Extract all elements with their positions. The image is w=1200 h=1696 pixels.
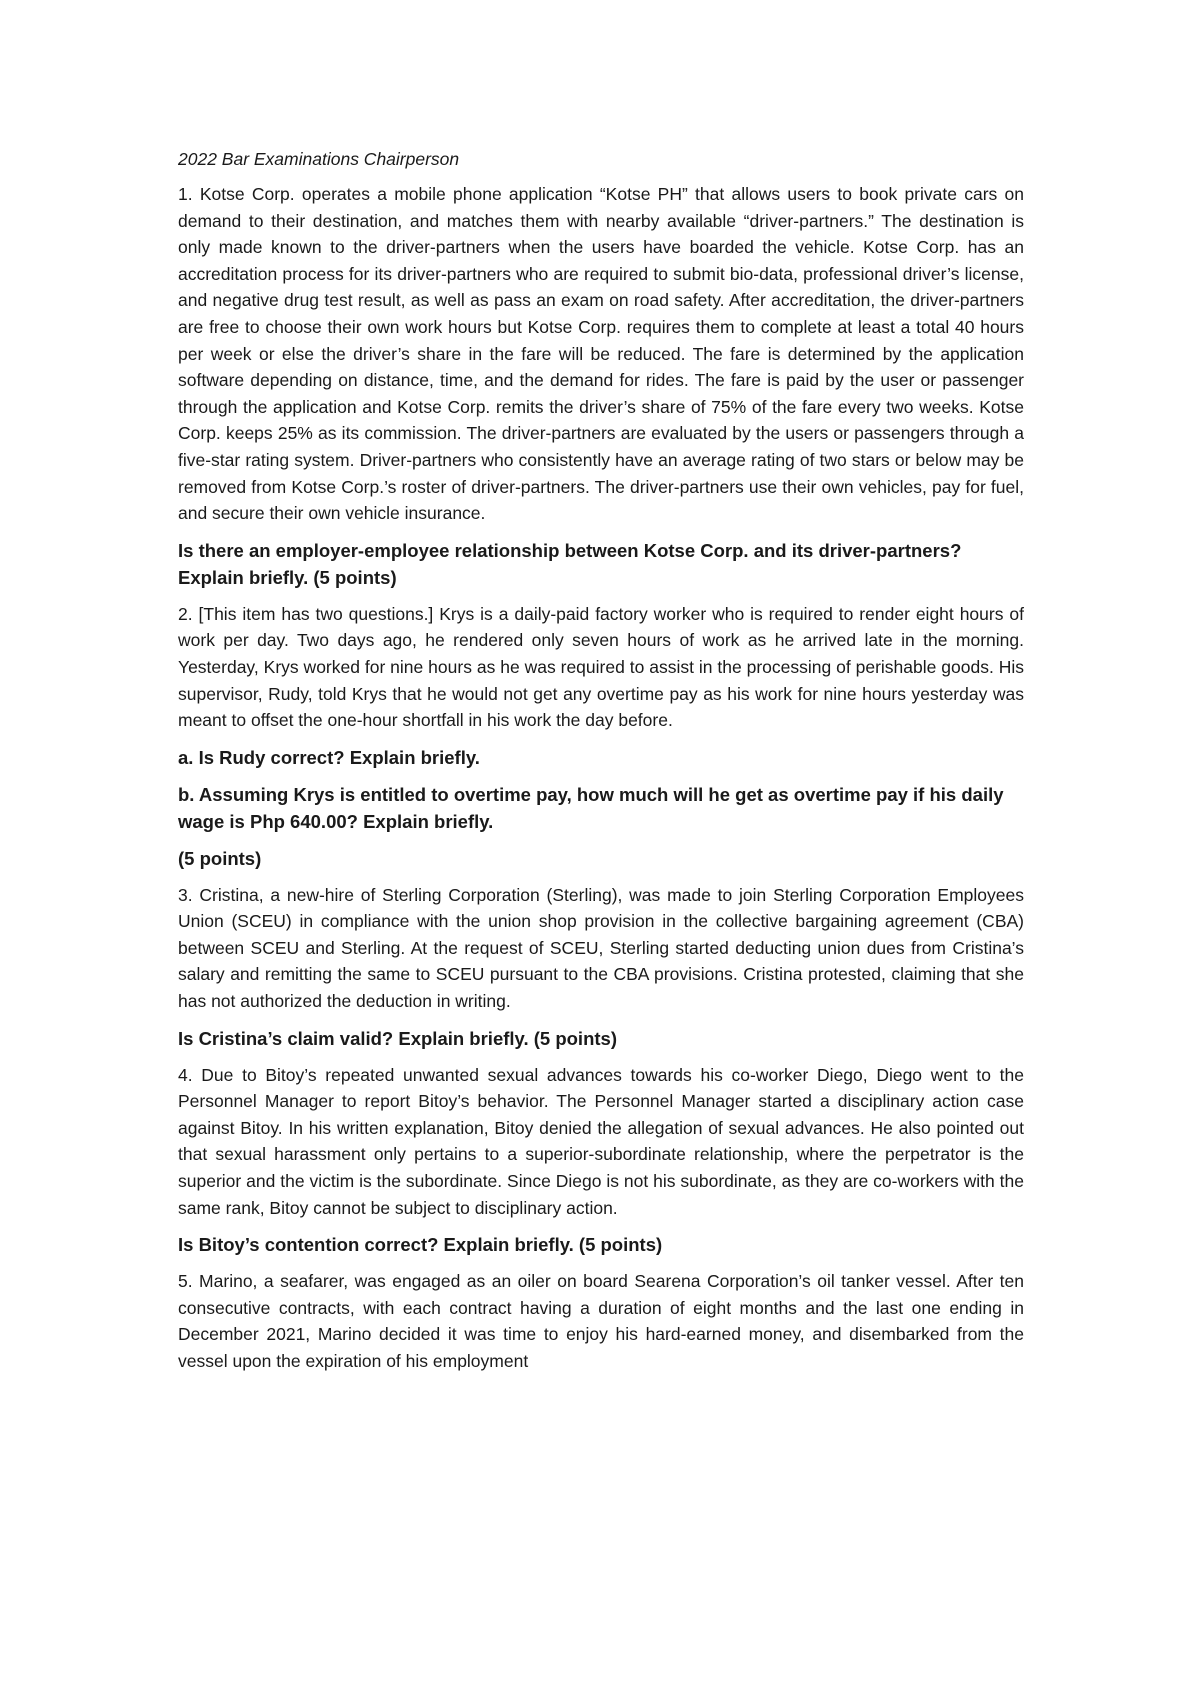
item-2-question-b: b. Assuming Krys is entitled to overtime pay, how much will he get as overtime pay if his daily wage is Php 640.00? Explain briefly. <box>178 783 1004 832</box>
item-2-text: 2. [This item has two questions.] Krys is a daily-paid factory worker who is required to render eight hours of work per day. Two days ago, he rendered only seven hours of work as he arrived late in the morning. Yesterday, Krys worked for nine hours as he was required to assist in the processing of perishable goods. His supervisor, Rudy, told Krys that he would not get any overtime pay as his work for nine hours yesterday was meant to offset the one-hour shortfall in his work the day before. <box>178 603 1024 731</box>
item-1-question: Is there an employer-employee relationship between Kotse Corp. and its driver-partners? Explain briefly. (5 points) <box>178 539 962 588</box>
item-3-text: 3. Cristina, a new-hire of Sterling Corporation (Sterling), was made to join Sterling Corporation Employees Union (SCEU) in compliance with the union shop provision in the collective bargaining agreement (CBA) between SCEU and Sterling. At the request of SCEU, Sterling started deducting union dues from Cristina’s salary and remitting the same to SCEU pursuant to the CBA provisions. Cristina protested, claiming that she has not authorized the deduction in writing. <box>178 884 1024 1012</box>
item-3-question: Is Cristina’s claim valid? Explain briefly. (5 points) <box>178 1027 617 1049</box>
document-body <box>178 146 1024 1385</box>
item-4-text: 4. Due to Bitoy’s repeated unwanted sexual advances towards his co-worker Diego, Diego went to the Personnel Manager to report Bitoy’s behavior. The Personnel Manager started a disciplinary action case against Bitoy. In his written explanation, Bitoy denied the allegation of sexual advances. He also pointed out that sexual harassment only pertains to a superior-subordinate relationship, where the perpetrator is the superior and the victim is the subordinate. Since Diego is not his subordinate, as they are co-workers with the same rank, Bitoy cannot be subject to disciplinary action. <box>178 1064 1024 1218</box>
item-5-text: 5. Marino, a seafarer, was engaged as an oiler on board Searena Corporation’s oil tanker vessel. After ten consecutive contracts, with each contract having a duration of eight months and the last one ending in December 2021, Marino decided it was time to enjoy his hard-earned money, and disembarked from the vessel upon the expiration of his employment <box>178 1271 1024 1371</box>
item-1-text: 1. Kotse Corp. operates a mobile phone application “Kotse PH” that allows users to book private cars on demand to their destination, and matches them with nearby available “driver-partners.” The destination is only made known to the driver-partners when the users have boarded the vehicle. Kotse Corp. has an accreditation process for its driver-partners who are required to submit bio-data, professional driver’s license, and negative drug test result, as well as pass an exam on road safety. After accreditation, the driver-partners are free to choose their own work hours but Kotse Corp. requires them to complete at least a total 40 hours per week or else the driver’s share in the fare will be reduced. The fare is determined by the application software depending on distance, time, and the demand for rides. The fare is paid by the user or passenger through the application and Kotse Corp. remits the driver’s share of 75% of the fare every two weeks. Kotse Corp. keeps 25% as its commission. The driver-partners are evaluated by the users or passengers through a five-star rating system. Driver-partners who consistently have an average rating of two stars or below may be removed from Kotse Corp.’s roster of driver-partners. The driver-partners use their own vehicles, pay for fuel, and secure their own vehicle insurance. <box>178 184 1024 524</box>
item-2-points: (5 points) <box>178 847 262 869</box>
item-4-question: Is Bitoy’s contention correct? Explain briefly. (5 points) <box>178 1234 663 1256</box>
document-header: 2022 Bar Examinations Chairperson <box>178 149 460 169</box>
item-2-question-a: a. Is Rudy correct? Explain briefly. <box>178 746 480 768</box>
